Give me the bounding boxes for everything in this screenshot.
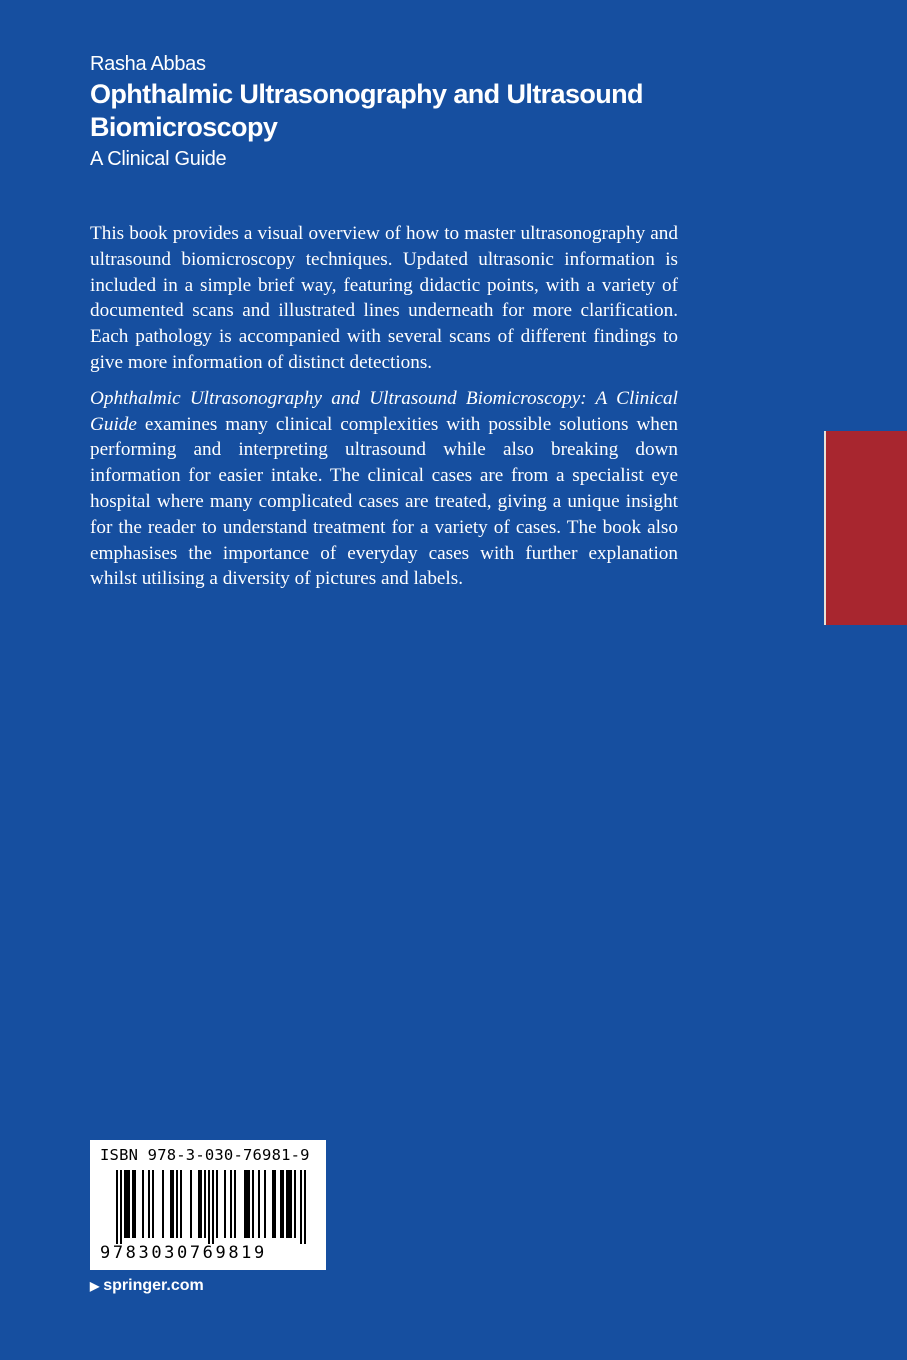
barcode-guard-bar	[120, 1170, 122, 1244]
barcode-guard-bar	[304, 1170, 306, 1244]
barcode-bar	[152, 1170, 154, 1238]
barcode-bar	[170, 1170, 172, 1238]
book-title: Ophthalmic Ultrasonography and Ultrasound Biomicroscopy	[90, 79, 643, 142]
barcode-bar	[230, 1170, 232, 1238]
barcode-bar	[148, 1170, 150, 1238]
publisher-url: springer.com	[103, 1277, 204, 1294]
barcode-bar	[128, 1170, 130, 1238]
barcode-guard-bar	[212, 1170, 214, 1244]
publisher-link[interactable]	[90, 1276, 204, 1296]
book-description	[90, 221, 678, 602]
barcode-bar	[286, 1170, 288, 1238]
barcode-bar	[280, 1170, 282, 1238]
barcode-bar	[294, 1170, 296, 1238]
barcode-bar	[246, 1170, 248, 1238]
isbn-number: ISBN 978-3-030-76981-9	[100, 1146, 310, 1164]
barcode-bar	[204, 1170, 206, 1238]
triangle-right-icon: ▶	[90, 1279, 100, 1293]
barcode-bar	[200, 1170, 202, 1238]
barcode-bar	[180, 1170, 182, 1238]
barcode-bar	[252, 1170, 254, 1238]
barcode-guard-bar	[208, 1170, 210, 1244]
barcode-bar	[162, 1170, 164, 1238]
barcode-bar	[258, 1170, 260, 1238]
barcode-bar	[274, 1170, 276, 1238]
barcode-guard-bar	[300, 1170, 302, 1244]
barcode-bar	[272, 1170, 274, 1238]
barcode-bar	[126, 1170, 128, 1238]
barcode-bar	[134, 1170, 136, 1238]
description-paragraph-1: This book provides a visual overview of how to master ultrasonography and ultrasound biomicroscopy techniques. Updated ultrasonic information is included in a simple brief way, featuring didactic points, with a variety of documented scans and illustrated lines underneath for more clarification. Each pathology is accompanied with several scans of different findings to give more information of distinct detections.	[90, 223, 678, 373]
barcode-bar	[244, 1170, 246, 1238]
barcode-guard-bar	[116, 1170, 118, 1244]
barcode-bar	[176, 1170, 178, 1238]
barcode-bar	[264, 1170, 266, 1238]
barcode-bar	[248, 1170, 250, 1238]
barcode-bars	[90, 1166, 326, 1246]
barcode-bar	[224, 1170, 226, 1238]
red-spine-tab	[824, 431, 907, 625]
description-paragraph-2-text: examines many clinical complexities with possible solutions when performing and interpreting ultrasound while also breaking down information for easier intake. The clinical cases are from a specialist eye hospital where many complicated cases are treated, giving a unique insight for the reader to understand treatment for a variety of cases. The book also emphasises the importance of everyday cases with further explanation whilst utilising a diversity of pictures and labels.	[90, 413, 678, 590]
book-subtitle: A Clinical Guide	[90, 148, 227, 170]
author-name: Rasha Abbas	[90, 53, 206, 75]
barcode-bar	[198, 1170, 200, 1238]
barcode-bar	[124, 1170, 126, 1238]
isbn-barcode	[90, 1140, 326, 1270]
barcode-bar	[190, 1170, 192, 1238]
description-title-italic: Ophthalmic Ultrasonography and Ultrasound Biomicroscopy: A Clinical Guide	[90, 387, 678, 435]
barcode-bar	[290, 1170, 292, 1238]
description-paragraph-2	[90, 386, 678, 592]
barcode-bar	[216, 1170, 218, 1238]
barcode-bar	[172, 1170, 174, 1238]
ean-digits: 9783030769819	[100, 1243, 267, 1263]
barcode-bar	[132, 1170, 134, 1238]
barcode-bar	[288, 1170, 290, 1238]
barcode-bar	[234, 1170, 236, 1238]
barcode-bar	[142, 1170, 144, 1238]
barcode-bar	[282, 1170, 284, 1238]
